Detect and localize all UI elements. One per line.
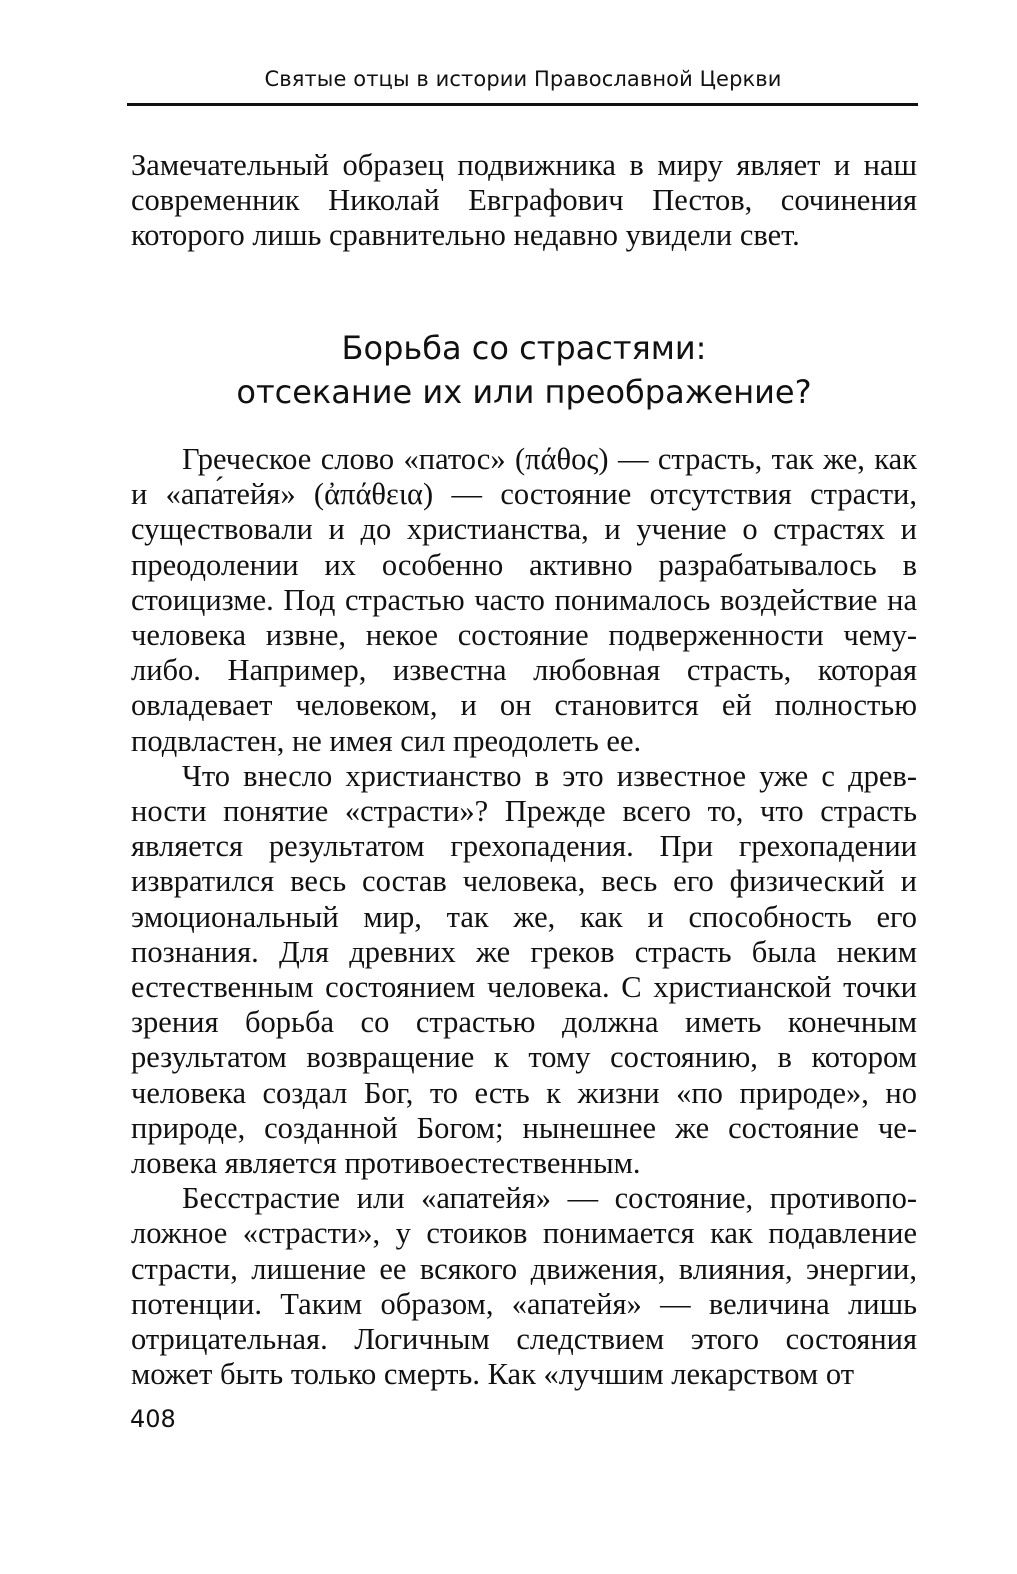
body-paragraph-3: Бесстрастие или «апатейя» — состояние, противоположное «страсти», у стоиков понимается как подавление страсти, лишение ее всякого движения, влияния, энергии, потенции. Таким образом, «апатейя» — величина лишь отрицательная. Логичным следствием этого состояния может быть только смерть. Как «лучшим лекарством от bbox=[131, 1181, 917, 1392]
intro-block bbox=[131, 148, 917, 254]
running-head: Святые отцы в истории Православной Церкви bbox=[264, 67, 782, 91]
section-heading-line-1: Борьба со страстями: bbox=[341, 329, 707, 367]
body-paragraph-1: Греческое слово «патос» (πάθος) — страсть, так же, как и «апа́тейя» (ἀπάθεια) — состояние отсутствия страсти, существовали и до христианства, и учение о страстях и преодолении их особенно активно разрабатывалось в стоицизме. Под страстью часто понималось воздействие на человека извне, некое состояние подверженности чему-либо. Например, известна любовная страсть, которая овладевает человеком, и он становится ей полностью подвластен, не имея сил преодолеть ее. bbox=[131, 442, 917, 758]
section-heading-line-2: отсекание их или преображение? bbox=[236, 373, 812, 411]
section-heading bbox=[131, 326, 917, 414]
intro-paragraph: Замечательный образец подвижника в миру являет и наш современник Николай Евграфович Пестов, сочинения которого лишь сравнительно недавно увидели свет. bbox=[131, 148, 917, 253]
header-rule bbox=[127, 103, 918, 106]
body-text bbox=[131, 442, 917, 1392]
page-number: 408 bbox=[130, 1405, 176, 1433]
body-paragraph-2: Что внесло христианство в это известное уже с древности понятие «страсти»? Прежде всего то, что страсть является результатом грехопадения. При грехопадении извратился весь состав человека, весь его физический и эмоциональный мир, так же, как и способность его познания. Для древних же греков страсть была неким естественным состоянием человека. С христианской точки зрения борьба со страстью должна иметь конечным результатом возвращение к тому состоянию, в котором человека создал Бог, то есть к жизни «по природе», но природе, созданной Богом; нынешнее же состояние человека является противоестественным. bbox=[131, 758, 917, 1181]
